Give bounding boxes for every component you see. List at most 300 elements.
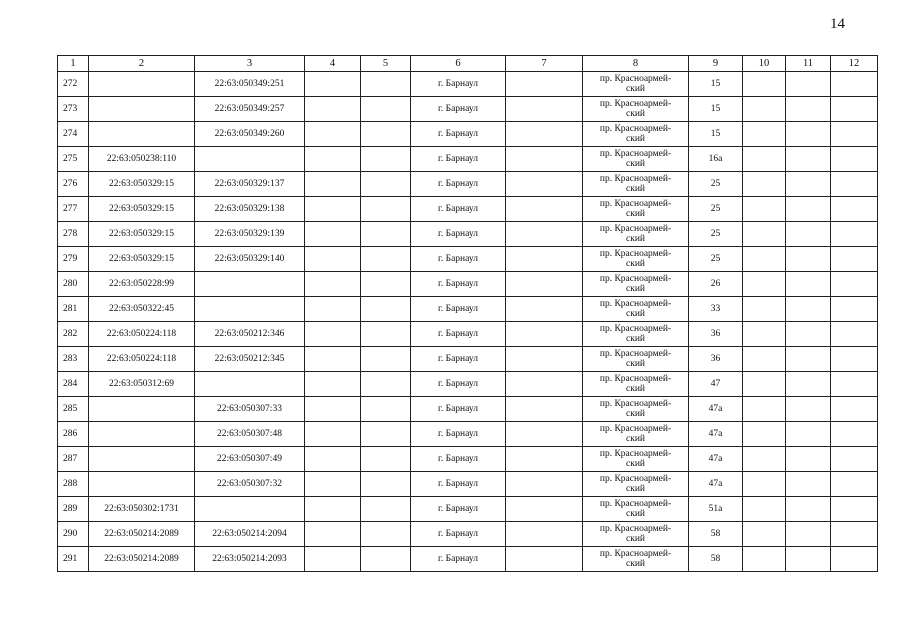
empty-cell <box>831 422 878 447</box>
empty-cell <box>305 72 361 97</box>
row-number-cell: 279 <box>58 247 89 272</box>
street-cell <box>583 72 689 97</box>
empty-cell <box>361 272 411 297</box>
street-name-line: ский <box>626 84 645 94</box>
empty-cell <box>786 197 831 222</box>
row-number-cell: 280 <box>58 272 89 297</box>
cadastral-number-cell <box>89 472 195 497</box>
column-header: 7 <box>506 56 583 72</box>
street-name-line: ский <box>626 259 645 269</box>
street-name-line: ский <box>626 284 645 294</box>
street-name-line: ский <box>626 309 645 319</box>
table-row <box>58 247 878 272</box>
table-row <box>58 97 878 122</box>
empty-cell <box>305 522 361 547</box>
row-number-cell: 274 <box>58 122 89 147</box>
street-name-line: пр. Красноармей- <box>599 273 672 284</box>
house-number-cell: 47а <box>689 472 743 497</box>
city-cell: г. Барнаул <box>411 272 506 297</box>
empty-cell <box>361 72 411 97</box>
street-name-line: ский <box>626 434 645 444</box>
empty-cell <box>305 397 361 422</box>
row-number-cell: 272 <box>58 72 89 97</box>
house-number-cell: 47а <box>689 422 743 447</box>
row-number-cell: 288 <box>58 472 89 497</box>
cadastral-number-cell: 22:63:050212:346 <box>195 322 305 347</box>
row-number-cell: 276 <box>58 172 89 197</box>
empty-cell <box>361 497 411 522</box>
table-row <box>58 422 878 447</box>
empty-cell <box>831 322 878 347</box>
table-row <box>58 172 878 197</box>
empty-cell <box>305 447 361 472</box>
empty-cell <box>743 372 786 397</box>
empty-cell <box>743 122 786 147</box>
cadastral-number-cell: 22:63:050228:99 <box>89 272 195 297</box>
empty-cell <box>361 222 411 247</box>
column-header: 9 <box>689 56 743 72</box>
empty-cell <box>786 297 831 322</box>
cadastral-number-cell <box>195 147 305 172</box>
street-cell <box>583 172 689 197</box>
cadastral-number-cell: 22:63:050214:2089 <box>89 547 195 572</box>
empty-cell <box>361 172 411 197</box>
empty-cell <box>506 297 583 322</box>
street-name-line: пр. Красноармей- <box>599 98 672 109</box>
empty-cell <box>361 547 411 572</box>
empty-cell <box>305 247 361 272</box>
house-number-cell: 25 <box>689 247 743 272</box>
street-name-line: ский <box>626 184 645 194</box>
city-cell: г. Барнаул <box>411 447 506 472</box>
empty-cell <box>361 422 411 447</box>
street-name-line: пр. Красноармей- <box>599 223 672 234</box>
empty-cell <box>743 547 786 572</box>
house-number-cell: 25 <box>689 197 743 222</box>
empty-cell <box>361 322 411 347</box>
empty-cell <box>506 372 583 397</box>
column-header: 5 <box>361 56 411 72</box>
cadastral-number-cell: 22:63:050212:345 <box>195 347 305 372</box>
city-cell: г. Барнаул <box>411 297 506 322</box>
table-row <box>58 547 878 572</box>
cadastral-number-cell: 22:63:050307:33 <box>195 397 305 422</box>
empty-cell <box>506 172 583 197</box>
empty-cell <box>786 547 831 572</box>
street-cell <box>583 122 689 147</box>
city-cell: г. Барнаул <box>411 97 506 122</box>
cadastral-number-cell: 22:63:050329:15 <box>89 172 195 197</box>
table-row <box>58 222 878 247</box>
empty-cell <box>786 397 831 422</box>
cadastral-number-cell: 22:63:050238:110 <box>89 147 195 172</box>
house-number-cell: 58 <box>689 522 743 547</box>
street-cell <box>583 422 689 447</box>
street-cell <box>583 272 689 297</box>
house-number-cell: 36 <box>689 322 743 347</box>
street-cell <box>583 147 689 172</box>
street-name-line: пр. Красноармей- <box>599 298 672 309</box>
empty-cell <box>786 422 831 447</box>
street-name-line: ский <box>626 459 645 469</box>
empty-cell <box>831 72 878 97</box>
street-name-line: ский <box>626 334 645 344</box>
empty-cell <box>831 372 878 397</box>
city-cell: г. Барнаул <box>411 197 506 222</box>
empty-cell <box>831 497 878 522</box>
empty-cell <box>786 172 831 197</box>
cadastral-number-cell: 22:63:050214:2094 <box>195 522 305 547</box>
empty-cell <box>786 72 831 97</box>
house-number-cell: 33 <box>689 297 743 322</box>
street-cell <box>583 472 689 497</box>
cadastral-number-cell: 22:63:050224:118 <box>89 322 195 347</box>
street-name-line: ский <box>626 109 645 119</box>
street-name-line: пр. Красноармей- <box>599 198 672 209</box>
empty-cell <box>786 222 831 247</box>
house-number-cell: 15 <box>689 97 743 122</box>
empty-cell <box>831 122 878 147</box>
empty-cell <box>831 347 878 372</box>
street-name-line: ский <box>626 359 645 369</box>
row-number-cell: 285 <box>58 397 89 422</box>
house-number-cell: 51а <box>689 497 743 522</box>
empty-cell <box>831 522 878 547</box>
empty-cell <box>361 122 411 147</box>
city-cell: г. Барнаул <box>411 72 506 97</box>
empty-cell <box>506 197 583 222</box>
column-header: 2 <box>89 56 195 72</box>
page-number: 14 <box>830 16 845 32</box>
empty-cell <box>361 397 411 422</box>
empty-cell <box>305 122 361 147</box>
column-header: 1 <box>58 56 89 72</box>
street-name-line: ский <box>626 509 645 519</box>
street-name-line: ский <box>626 409 645 419</box>
empty-cell <box>743 422 786 447</box>
empty-cell <box>831 197 878 222</box>
empty-cell <box>305 422 361 447</box>
empty-cell <box>831 272 878 297</box>
empty-cell <box>831 397 878 422</box>
street-cell <box>583 397 689 422</box>
empty-cell <box>305 297 361 322</box>
cadastral-number-cell: 22:63:050214:2089 <box>89 522 195 547</box>
street-cell <box>583 547 689 572</box>
empty-cell <box>786 522 831 547</box>
cadastral-number-cell <box>89 72 195 97</box>
street-name-line: пр. Красноармей- <box>599 123 672 134</box>
cadastral-number-cell: 22:63:050329:15 <box>89 222 195 247</box>
empty-cell <box>831 222 878 247</box>
cadastral-number-cell: 22:63:050307:48 <box>195 422 305 447</box>
column-header: 10 <box>743 56 786 72</box>
cadastral-number-cell: 22:63:050329:15 <box>89 197 195 222</box>
empty-cell <box>361 297 411 322</box>
house-number-cell: 26 <box>689 272 743 297</box>
empty-cell <box>506 222 583 247</box>
empty-cell <box>361 347 411 372</box>
street-name-line: пр. Красноармей- <box>599 523 672 534</box>
column-header: 4 <box>305 56 361 72</box>
cadastral-number-cell: 22:63:050307:32 <box>195 472 305 497</box>
table-row <box>58 272 878 297</box>
cadastral-number-cell: 22:63:050349:260 <box>195 122 305 147</box>
cadastral-number-cell: 22:63:050329:139 <box>195 222 305 247</box>
street-cell <box>583 297 689 322</box>
empty-cell <box>743 447 786 472</box>
row-number-cell: 283 <box>58 347 89 372</box>
empty-cell <box>743 247 786 272</box>
empty-cell <box>786 247 831 272</box>
empty-cell <box>361 447 411 472</box>
empty-cell <box>743 297 786 322</box>
empty-cell <box>361 522 411 547</box>
street-name-line: пр. Красноармей- <box>599 423 672 434</box>
row-number-cell: 284 <box>58 372 89 397</box>
city-cell: г. Барнаул <box>411 347 506 372</box>
row-number-cell: 282 <box>58 322 89 347</box>
cadastral-number-cell <box>89 422 195 447</box>
cadastral-number-cell <box>89 97 195 122</box>
empty-cell <box>743 472 786 497</box>
empty-cell <box>743 197 786 222</box>
cadastral-number-cell: 22:63:050214:2093 <box>195 547 305 572</box>
street-cell <box>583 222 689 247</box>
street-name-line: ский <box>626 134 645 144</box>
empty-cell <box>786 372 831 397</box>
street-cell <box>583 447 689 472</box>
row-number-cell: 275 <box>58 147 89 172</box>
cadastral-number-cell: 22:63:050329:140 <box>195 247 305 272</box>
city-cell: г. Барнаул <box>411 522 506 547</box>
house-number-cell: 58 <box>689 547 743 572</box>
house-number-cell: 15 <box>689 122 743 147</box>
house-number-cell: 36 <box>689 347 743 372</box>
empty-cell <box>831 147 878 172</box>
empty-cell <box>786 122 831 147</box>
cadastral-number-cell: 22:63:050302:1731 <box>89 497 195 522</box>
street-name-line: пр. Красноармей- <box>599 398 672 409</box>
street-name-line: ский <box>626 484 645 494</box>
empty-cell <box>743 397 786 422</box>
street-name-line: пр. Красноармей- <box>599 498 672 509</box>
cadastral-number-cell: 22:63:050329:15 <box>89 247 195 272</box>
cadastral-number-cell <box>89 122 195 147</box>
empty-cell <box>305 372 361 397</box>
table-row <box>58 72 878 97</box>
empty-cell <box>743 222 786 247</box>
table-row <box>58 397 878 422</box>
table-row <box>58 322 878 347</box>
column-header: 11 <box>786 56 831 72</box>
house-number-cell: 47а <box>689 397 743 422</box>
row-number-cell: 278 <box>58 222 89 247</box>
empty-cell <box>831 297 878 322</box>
empty-cell <box>506 122 583 147</box>
street-name-line: ский <box>626 384 645 394</box>
cadastral-number-cell: 22:63:050312:69 <box>89 372 195 397</box>
empty-cell <box>305 222 361 247</box>
empty-cell <box>506 522 583 547</box>
empty-cell <box>506 97 583 122</box>
street-name-line: ский <box>626 534 645 544</box>
empty-cell <box>786 272 831 297</box>
street-cell <box>583 322 689 347</box>
empty-cell <box>506 447 583 472</box>
house-number-cell: 25 <box>689 172 743 197</box>
empty-cell <box>786 472 831 497</box>
empty-cell <box>786 347 831 372</box>
table-row <box>58 297 878 322</box>
empty-cell <box>743 347 786 372</box>
table-row <box>58 147 878 172</box>
street-name-line: пр. Красноармей- <box>599 248 672 259</box>
city-cell: г. Барнаул <box>411 422 506 447</box>
street-name-line: пр. Красноармей- <box>599 373 672 384</box>
cadastral-number-cell: 22:63:050307:49 <box>195 447 305 472</box>
row-number-cell: 289 <box>58 497 89 522</box>
empty-cell <box>743 322 786 347</box>
empty-cell <box>743 272 786 297</box>
empty-cell <box>786 147 831 172</box>
house-number-cell: 47а <box>689 447 743 472</box>
street-name-line: ский <box>626 209 645 219</box>
empty-cell <box>305 97 361 122</box>
empty-cell <box>506 397 583 422</box>
empty-cell <box>305 322 361 347</box>
table-row <box>58 472 878 497</box>
empty-cell <box>786 497 831 522</box>
cadastral-number-cell: 22:63:050322:45 <box>89 297 195 322</box>
column-header: 8 <box>583 56 689 72</box>
column-header: 12 <box>831 56 878 72</box>
empty-cell <box>305 147 361 172</box>
row-number-cell: 291 <box>58 547 89 572</box>
street-cell <box>583 347 689 372</box>
table-row <box>58 447 878 472</box>
row-number-cell: 290 <box>58 522 89 547</box>
empty-cell <box>361 372 411 397</box>
city-cell: г. Барнаул <box>411 122 506 147</box>
empty-cell <box>743 97 786 122</box>
table-row <box>58 372 878 397</box>
city-cell: г. Барнаул <box>411 547 506 572</box>
column-header: 6 <box>411 56 506 72</box>
empty-cell <box>361 97 411 122</box>
cadastral-number-cell <box>195 272 305 297</box>
house-number-cell: 16а <box>689 147 743 172</box>
empty-cell <box>831 472 878 497</box>
street-name-line: пр. Красноармей- <box>599 173 672 184</box>
city-cell: г. Барнаул <box>411 147 506 172</box>
row-number-cell: 286 <box>58 422 89 447</box>
street-cell <box>583 197 689 222</box>
cadastral-number-cell <box>195 297 305 322</box>
empty-cell <box>361 247 411 272</box>
house-number-cell: 47 <box>689 372 743 397</box>
cadastral-number-cell <box>195 372 305 397</box>
street-name-line: пр. Красноармей- <box>599 448 672 459</box>
empty-cell <box>361 147 411 172</box>
cadastral-number-cell: 22:63:050224:118 <box>89 347 195 372</box>
table-row <box>58 347 878 372</box>
empty-cell <box>506 247 583 272</box>
city-cell: г. Барнаул <box>411 397 506 422</box>
city-cell: г. Барнаул <box>411 472 506 497</box>
empty-cell <box>506 272 583 297</box>
empty-cell <box>506 422 583 447</box>
empty-cell <box>743 497 786 522</box>
street-cell <box>583 497 689 522</box>
street-name-line: ский <box>626 559 645 569</box>
empty-cell <box>831 547 878 572</box>
column-header: 3 <box>195 56 305 72</box>
empty-cell <box>506 322 583 347</box>
empty-cell <box>786 447 831 472</box>
empty-cell <box>305 347 361 372</box>
street-name-line: пр. Красноармей- <box>599 148 672 159</box>
empty-cell <box>305 272 361 297</box>
street-name-line: пр. Красноармей- <box>599 473 672 484</box>
cadastral-number-cell <box>89 447 195 472</box>
empty-cell <box>305 172 361 197</box>
empty-cell <box>361 197 411 222</box>
registry-table <box>57 55 878 572</box>
cadastral-number-cell <box>89 397 195 422</box>
empty-cell <box>831 172 878 197</box>
empty-cell <box>361 472 411 497</box>
table-row <box>58 122 878 147</box>
city-cell: г. Барнаул <box>411 372 506 397</box>
table-row <box>58 497 878 522</box>
empty-cell <box>506 472 583 497</box>
cadastral-number-cell: 22:63:050329:137 <box>195 172 305 197</box>
empty-cell <box>506 72 583 97</box>
empty-cell <box>305 197 361 222</box>
street-cell <box>583 372 689 397</box>
city-cell: г. Барнаул <box>411 247 506 272</box>
empty-cell <box>831 247 878 272</box>
empty-cell <box>743 72 786 97</box>
row-number-cell: 287 <box>58 447 89 472</box>
street-name-line: ский <box>626 159 645 169</box>
table-body <box>58 72 878 572</box>
empty-cell <box>506 147 583 172</box>
street-cell <box>583 522 689 547</box>
street-cell <box>583 247 689 272</box>
cadastral-number-cell: 22:63:050329:138 <box>195 197 305 222</box>
cadastral-number-cell: 22:63:050349:251 <box>195 72 305 97</box>
empty-cell <box>831 447 878 472</box>
empty-cell <box>743 147 786 172</box>
empty-cell <box>305 547 361 572</box>
empty-cell <box>506 497 583 522</box>
city-cell: г. Барнаул <box>411 322 506 347</box>
empty-cell <box>831 97 878 122</box>
empty-cell <box>786 97 831 122</box>
empty-cell <box>743 172 786 197</box>
empty-cell <box>305 497 361 522</box>
street-cell <box>583 97 689 122</box>
table-row <box>58 522 878 547</box>
row-number-cell: 277 <box>58 197 89 222</box>
row-number-cell: 281 <box>58 297 89 322</box>
street-name-line: пр. Красноармей- <box>599 73 672 84</box>
street-name-line: пр. Красноармей- <box>599 548 672 559</box>
house-number-cell: 25 <box>689 222 743 247</box>
row-number-cell: 273 <box>58 97 89 122</box>
